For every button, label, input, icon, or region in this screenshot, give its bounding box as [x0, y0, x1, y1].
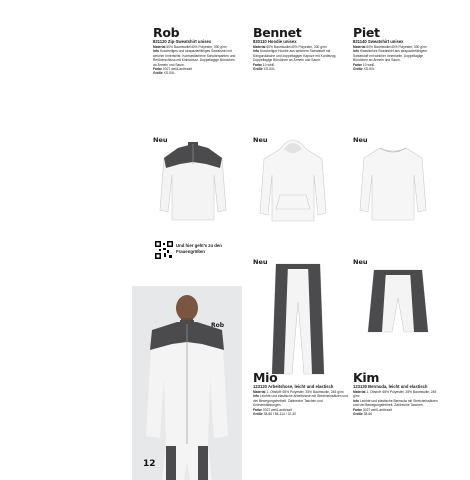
material-text: 60% Baumwolle/40% Polyester, 330 g/m²: [166, 45, 227, 49]
product-mio: [253, 371, 351, 416]
color-text: 10 weiß: [262, 62, 275, 67]
new-badge: Neu: [153, 136, 168, 144]
product-name: Bennet: [253, 25, 302, 40]
color-label: Farbe: [253, 62, 262, 67]
color-text: 0027 weiß-anthrazit: [162, 67, 192, 72]
material-label: Material: [253, 390, 266, 394]
size-label: Größe: [353, 67, 363, 72]
new-badge: Neu: [353, 136, 368, 144]
product-bennet: [253, 26, 338, 71]
info-text: Leichte und elastische Bermuda mit Stretcheinsätzen und viel Bewegungsfreiheit. Zahlreiche Taschen.: [353, 398, 438, 408]
product-subtitle: 820110 Hoodie unisex: [253, 39, 297, 44]
qr-caption: Und hier geht's zu den Frauengrößen: [176, 243, 222, 254]
size-text: XS-5XL: [363, 67, 376, 72]
product-subtitle: 821120 Zip-Sweatshirt unisex: [153, 39, 212, 44]
color-text: 0027 weiß-anthrazit: [262, 407, 292, 412]
size-text: 38-66 / 84-114 / 22-30: [263, 412, 297, 417]
new-badge: Neu: [253, 258, 268, 266]
material-label: Material: [153, 45, 166, 49]
size-text: XS-5XL: [163, 71, 176, 76]
size-label: Größe: [253, 412, 263, 417]
model-photo: [132, 286, 242, 480]
info-text: Leichte und elastische Arbeitshose mit Stretcheinsätzen und viel Bewegungsfreiheit. Zahlreiche Taschen und Knieverstärkungen.: [253, 394, 348, 408]
size-text: 38-66: [363, 412, 373, 417]
info-label: Info: [253, 394, 260, 399]
product-name: Mio: [253, 370, 278, 385]
hoodie-image: [258, 135, 328, 225]
info-label: Info: [353, 398, 360, 403]
size-label: Größe: [153, 71, 163, 76]
info-text: Kuscheliges und strapazierfähiges Sweatshirt mit weicher Innenseite. Kontrastfarbene Schulterpartien und Reißverschluss mit Kinnschutz. Doppellagige Bündchen an Ärmeln und Saum.: [153, 49, 236, 67]
material-label: Material: [353, 45, 366, 49]
material-text: 60% Baumwolle/40% Polyester, 330 g/m²: [266, 45, 327, 49]
size-text: XS-5XL: [263, 67, 276, 72]
photo-label: Rob: [211, 322, 225, 329]
color-label: Farbe: [353, 407, 362, 412]
material-text: 1. Obstoff: 65% Polyester, 35% Baumwolle, 245 g/m²: [353, 390, 437, 399]
info-text: Klassisches Sweatshirt aus strapazierfähigem Sweatstoff mit weicher Innenseite. Doppellagige Bündchen an Ärmeln und Saum.: [353, 49, 428, 63]
product-piet: [353, 26, 438, 71]
info-label: Info: [353, 49, 360, 54]
color-text: 10 weiß: [362, 62, 375, 67]
info-label: Info: [153, 49, 160, 54]
size-label: Größe: [253, 67, 263, 72]
material-text: 60% Baumwolle/40% Polyester, 330 g/m²: [366, 45, 427, 49]
qr-code-icon[interactable]: [155, 241, 173, 259]
info-text: Kuscheliger Hoodie aus weichem Sweatstoff mit Kängurutasche und doppellagiger Kapuze mit Kordelzug. Doppellagige Bündchen an Ärmeln und Saum.: [253, 49, 337, 63]
product-subtitle: 821140 Sweatshirt unisex: [353, 39, 404, 44]
sweatshirt-image: [358, 140, 428, 225]
page-number: 12: [143, 459, 156, 469]
product-name: Kim: [353, 370, 380, 385]
material-text: 1. Obstoff: 65% Polyester, 35% Baumwolle, 245 g/m²: [266, 390, 344, 394]
product-rob: [153, 26, 238, 76]
product-name: Piet: [353, 25, 380, 40]
color-label: Farbe: [253, 407, 262, 412]
size-label: Größe: [353, 412, 363, 417]
material-label: Material: [353, 390, 366, 394]
product-subtitle: 123130 Bermuda, leicht und elastisch: [353, 384, 428, 389]
bermuda-image: [366, 268, 430, 338]
color-label: Farbe: [353, 62, 362, 67]
work-trousers-image: [268, 262, 328, 377]
product-subtitle: 123120 Arbeitshose, leicht und elastisch: [253, 384, 334, 389]
color-label: Farbe: [153, 67, 162, 72]
color-text: 0027 weiß-anthrazit: [362, 407, 392, 412]
product-kim: [353, 371, 443, 416]
new-badge: Neu: [353, 258, 368, 266]
product-name: Rob: [153, 25, 180, 40]
new-badge: Neu: [253, 136, 268, 144]
zip-sweatshirt-image: [158, 140, 228, 225]
info-label: Info: [253, 49, 260, 54]
material-label: Material: [253, 45, 266, 49]
